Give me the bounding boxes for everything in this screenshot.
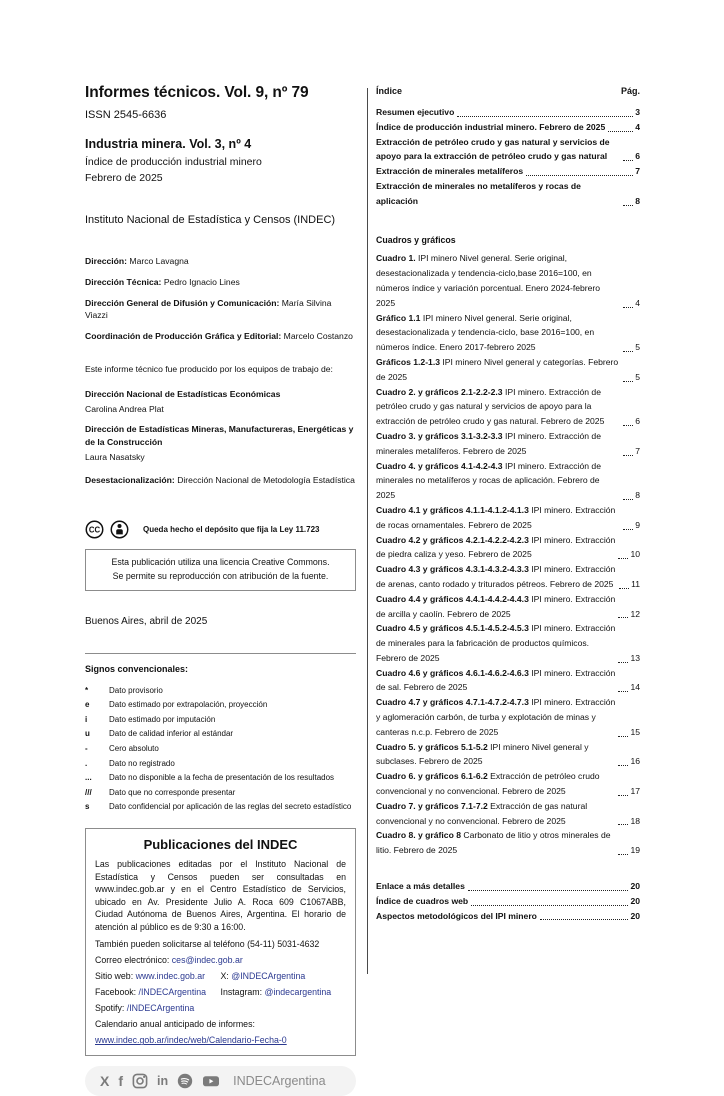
toc-dot-leader [471,905,628,906]
toc-entry-text: Extracción de minerales metalíferos [376,166,524,177]
toc-entry-text: IPI minero. Extracción de minerales para la fabricación de productos químicos. Febrero de 2025 [376,623,616,663]
spotify-label: Spotify: [95,1003,125,1014]
left-column [85,84,356,1096]
toc-entry-text-wrap [376,164,523,179]
sign-symbol: - [85,744,88,754]
toc-entry-text-wrap [376,355,620,385]
toc-entry-prefix: Cuadro 6. y gráficos 6.1-6.2 [376,771,488,782]
publications-title: Publicaciones del INDEC [143,837,298,853]
toc-dot-leader [623,205,633,206]
sign-meaning: Cero absoluto [109,744,159,754]
toc-entry[interactable] [376,879,640,894]
toc-entry-prefix: Cuadro 4.7 y gráficos 4.7.1-4.7.2-4.7.3 [376,697,529,708]
toc-entry[interactable] [376,135,640,165]
sign-symbol: i [85,714,88,724]
toc-entry[interactable] [376,828,640,858]
toc-entry-text: IPI minero Nivel general. Serie original, desestacionalizada y tendencia-ciclo,base 2016=100, en números índice y variación porcentual. Enero 2024-febrero 2025 [376,253,601,308]
toc-header [376,86,640,96]
toc-dot-leader [468,890,629,891]
youtube-icon[interactable] [202,1073,220,1089]
toc-page-number: 7 [635,166,640,177]
license-box [85,549,356,590]
team-block [85,423,356,462]
toc-title: Índice [376,86,403,96]
credit-line [85,277,356,288]
toc-entry-text-wrap [376,740,615,770]
toc-page-number: 18 [630,815,640,826]
toc-entry[interactable] [376,355,640,385]
toc-entry-text-wrap [376,562,616,592]
toc-charts-section-title: Cuadros y gráficos [376,234,456,245]
credits-list [85,256,356,342]
cc-icon [85,520,104,539]
credit-label: Dirección: [85,256,128,266]
email-line [95,955,346,965]
facebook-label: Facebook: [95,987,137,998]
toc-final-group [376,879,640,923]
publications-body: Las publicaciones editadas por el Instituto Nacional de Estadística y Censos pueden ser consultadas en www.indec.gob.ar y en el Centro Estadístico de Servicios, ubicado en Av. Presidente Julio A. Roca 609 C1067ABB, Ciudad Autónoma de Buenos Aires, Argentina. El horario de atención al público es de 9:30 a 16:00. [95,859,346,932]
toc-page-number: 14 [630,682,640,693]
publications-box [85,828,356,1056]
deseasonalization-line [85,475,356,486]
toc-entry[interactable] [376,799,640,829]
toc-entry-text-wrap [376,459,620,503]
toc-entry-text-wrap [376,592,615,622]
toc-entry-prefix: Cuadro 4.6 y gráficos 4.6.1-4.6.2-4.6.3 [376,667,529,678]
toc-dot-leader [618,795,628,796]
toc-entry-text-wrap [376,621,615,665]
toc-entry-text-wrap [376,135,620,165]
toc-entry[interactable] [376,179,640,209]
email-link[interactable]: ces@indec.gob.ar [171,955,243,966]
website-label: Sitio web: [95,971,134,982]
toc-entry-prefix: Cuadro 4.1 y gráficos 4.1.1-4.1.2-4.1.3 [376,504,529,515]
toc-entry-text-wrap [376,533,615,563]
instagram-link[interactable]: @indecargentina [264,987,332,998]
toc-entry-text: IPI minero. Extracción de arcilla y caolín. Febrero de 2025 [376,593,616,619]
spotify-link[interactable]: /INDECArgentina [126,1003,195,1014]
toc-entry-prefix: Cuadro 7. y gráficos 7.1-7.2 [376,800,488,811]
toc-page-number: 7 [635,445,640,456]
credit-label: Coordinación de Producción Gráfica y Editorial: [85,330,282,341]
credit-value: Pedro Ignacio Lines [163,277,240,288]
toc-entry-text: Aspectos metodológicos del IPI minero [376,910,537,921]
credit-value: Marcelo Costanzo [283,330,353,341]
issn: ISSN 2545-6636 [85,109,167,121]
toc-entry[interactable] [376,385,640,429]
toc-entry[interactable] [376,120,640,135]
credit-value: María Silvina Viazzi [85,298,332,320]
toc-entry-text-wrap [376,894,468,909]
toc-charts-group [376,251,640,858]
sign-row [85,686,356,696]
sign-row [85,715,356,725]
toc-page-number: 16 [630,756,640,767]
toc-entry[interactable] [376,429,640,459]
instagram-cell [221,987,347,997]
toc-page-number: 5 [635,371,640,382]
series-subtitle: Industria minera. Vol. 3, nº 4 [85,137,252,151]
sign-row [85,788,356,798]
credit-label: Dirección General de Difusión y Comunicación: [85,298,280,309]
team-person: Laura Nasatsky [85,452,145,463]
sign-symbol: s [85,802,90,812]
website-link[interactable]: www.indec.gob.ar [135,971,206,982]
sign-meaning: Dato no registrado [109,758,175,768]
toc-dot-leader [618,617,628,618]
toc-page-number: 20 [630,881,640,892]
place-date: Buenos Aires, abril de 2025 [85,615,208,627]
social-handle: INDECArgentina [233,1074,326,1089]
toc-entry-text: IPI minero. Extracción de arenas, canto rodado y triturados pétreos. Febrero de 2025 [376,564,616,589]
toc-dot-leader [540,919,629,920]
signs-title: Signos convencionales: [85,663,189,674]
toc-dot-leader [457,116,633,117]
calendar-label: Calendario anual anticipado de informes: [95,1019,255,1030]
toc-entry[interactable] [376,740,640,770]
sign-meaning: Dato confidencial por aplicación de las reglas del secreto estadístico [109,802,352,812]
toc-page-number: 9 [635,519,640,530]
instagram-icon[interactable] [132,1073,148,1089]
x-label: X: [220,971,229,982]
toc-entry-text-wrap [376,429,620,459]
calendar-url-link[interactable]: www.indec.gob.ar/indec/web/Calendario-Fecha-0 [95,1035,287,1046]
report-period: Febrero de 2025 [85,172,163,184]
toc-page-number: 4 [635,297,640,308]
sign-row [85,729,356,739]
toc-entry-text: Índice de cuadros web [376,895,469,906]
toc-entry[interactable] [376,533,640,563]
toc-dot-leader [623,307,633,308]
toc-dot-leader [618,824,628,825]
toc-entry-text-wrap [376,385,620,429]
toc-page-number: 8 [635,195,640,206]
x-cell [221,971,347,981]
toc-entry[interactable] [376,105,640,120]
social-bar [85,1066,356,1096]
toc-dot-leader [623,529,633,530]
svg-text:CC: CC [88,525,101,535]
toc-page-number: 8 [635,490,640,501]
column-divider-line [367,88,368,974]
sign-symbol: u [85,729,90,739]
toc-dot-leader [618,691,628,692]
toc-dot-leader [618,736,628,737]
toc-page-number: 4 [635,121,640,132]
toc-entry-text-wrap [376,879,465,894]
toc-entry[interactable] [376,562,640,592]
toc-entry[interactable] [376,621,640,665]
report-name: Índice de producción industrial minero [85,156,262,168]
phone-line: También pueden solicitarse al teléfono (54-11) 5031-4632 [95,939,320,950]
toc-entry-text: IPI minero. Extracción de petróleo crudo y gas natural y servicios de apoyo para la extracción de petróleo crudo y gas natural. Febrero de 2025 [376,386,605,427]
toc-dot-leader [526,175,633,176]
toc-entry-text: IPI minero. Extracción de rocas ornamentales. Febrero de 2025 [376,504,616,530]
license-line-1: Esta publicación utiliza una licencia Creative Commons. [111,557,330,568]
toc-entry-text: Carbonato de litio y otros minerales de litio. Febrero de 2025 [376,830,611,856]
toc-entry-prefix: Cuadro 4.5 y gráficos 4.5.1-4.5.2-4.5.3 [376,623,529,634]
sign-meaning: Dato no disponible a la fecha de presentación de los resultados [109,773,335,783]
sign-symbol: * [85,685,89,695]
toc-entry-text: IPI minero. Extracción de minerales no metalíferos y rocas de aplicación. Febrero de 2025 [376,460,601,501]
sign-symbol: e [85,700,90,710]
toc-entry-text: Extracción de minerales no metalíferos y rocas de aplicación [376,180,581,206]
facebook-cell [95,987,221,997]
toc-entry[interactable] [376,666,640,696]
credit-line [85,331,356,342]
sign-symbol: /// [85,787,92,797]
toc-dot-leader [618,854,628,855]
toc-entry-prefix: Cuadro 4.2 y gráficos 4.2.1-4.2.2-4.2.3 [376,534,529,545]
toc-entry[interactable] [376,459,640,503]
toc-entry-text-wrap [376,105,454,120]
toc-dot-leader [608,131,633,132]
toc-page-label: Pág. [620,86,640,96]
toc-entry-prefix: Cuadro 2. y gráficos 2.1-2.2-2.3 [376,386,503,397]
toc-page-number: 6 [635,151,640,162]
toc-entry-prefix: Gráfico 1.1 [376,312,421,323]
toc-entry-text: IPI minero Nivel general. Serie original, desestacionalizada y tendencia-ciclo, base 2016=100, en números índice. Enero 2017-febrero 2025 [376,312,595,353]
toc-page-number: 12 [630,608,640,619]
sign-symbol: ... [85,773,92,783]
teams-list [85,388,356,462]
toc-entry[interactable] [376,894,640,909]
license-line-2: Se permite su reproducción con atribución de la fuente. [112,571,329,582]
sign-row [85,802,356,812]
facebook-instagram-row [95,987,346,997]
team-person: Carolina Andrea Plat [85,404,164,415]
sign-meaning: Dato de calidad inferior al estándar [109,729,234,739]
deseasonalization-label: Desestacionalización: [85,475,175,486]
divider-rule [85,653,356,654]
toc-page-number: 5 [635,342,640,353]
toc-dot-leader [618,558,628,559]
toc-page-number: 6 [635,416,640,427]
toc-page-number: 20 [630,910,640,921]
cc-by-person-icon [110,520,129,539]
toc-dot-leader [623,425,633,426]
facebook-link[interactable]: /INDECArgentina [138,987,207,998]
web-social-row [95,971,346,981]
deseasonalization-value: Dirección Nacional de Metodología Estadística [177,475,355,486]
toc-entry-text-wrap [376,695,615,739]
toc-entry-prefix: Cuadro 4.4 y gráficos 4.4.1-4.4.2-4.4.3 [376,593,529,604]
toc-entry-text: IPI minero. Extracción de piedra caliza y yeso. Febrero de 2025 [376,534,616,560]
toc-entry[interactable] [376,592,640,622]
sign-row [85,773,356,783]
toc-entry-text-wrap [376,120,605,135]
toc-entry-prefix: Cuadro 1. [376,253,416,264]
index-column [376,86,640,923]
toc-entry-prefix: Gráficos 1.2-1.3 [376,356,441,367]
website-cell [95,971,221,981]
toc-entry-text: IPI minero. Extracción de sal. Febrero de 2025 [376,667,616,693]
toc-entry-text-wrap [376,666,615,696]
toc-dot-leader [623,499,633,500]
signs-list [85,686,356,813]
toc-dot-leader [618,765,628,766]
sign-meaning: Dato estimado por imputación [109,714,216,724]
toc-entry-prefix: Cuadro 3. y gráficos 3.1-3.2-3.3 [376,430,503,441]
team-name: Dirección de Estadísticas Mineras, Manufactureras, Energéticas y de la Construcción [85,424,354,447]
toc-page-number: 10 [630,549,640,560]
deposit-note: Queda hecho el depósito que fija la Ley 11.723 [143,525,320,535]
x-icon[interactable]: X [100,1073,110,1090]
instagram-label: Instagram: [220,987,263,998]
toc-main-group [376,105,640,209]
credit-line [85,298,356,320]
spotify-icon[interactable] [177,1073,193,1089]
toc-page-number: 15 [630,726,640,737]
toc-page-number: 17 [630,786,640,797]
email-label: Correo electrónico: [95,955,170,966]
toc-dot-leader [618,662,628,663]
spotify-line [95,1003,346,1013]
toc-entry-text: IPI minero. Extracción de minerales metalíferos. Febrero de 2025 [376,430,601,456]
sign-row [85,744,356,754]
toc-entry-text: Enlace a más detalles [376,881,465,892]
toc-entry[interactable] [376,769,640,799]
toc-page-number: 13 [630,652,640,663]
toc-entry[interactable] [376,695,640,739]
toc-page-number: 3 [635,107,640,117]
toc-entry[interactable] [376,909,640,924]
team-block [85,388,356,414]
toc-entry-text-wrap [376,503,620,533]
toc-entry-text-wrap [376,179,620,209]
sign-meaning: Dato provisorio [109,685,163,695]
toc-entry-prefix: Cuadro 4.3 y gráficos 4.3.1-4.3.2-4.3.3 [376,564,529,575]
toc-dot-leader [619,588,629,589]
toc-entry[interactable] [376,251,640,310]
toc-entry-text-wrap [376,251,620,310]
sign-row [85,700,356,710]
toc-dot-leader [623,160,633,161]
page-title: Informes técnicos. Vol. 9, nº 79 [85,84,309,101]
sign-meaning: Dato que no corresponde presentar [109,787,236,797]
toc-dot-leader [623,455,633,456]
toc-dot-leader [623,351,633,352]
produced-by-intro: Este informe técnico fue producido por los equipos de trabajo de: [85,363,333,374]
toc-entry-text: Extracción de petróleo crudo convencional y no convencional. Febrero de 2025 [376,771,600,797]
toc-entry[interactable] [376,311,640,355]
toc-entry-text-wrap [376,769,615,799]
toc-entry-text: Índice de producción industrial minero. Febrero de 2025 [376,121,606,132]
sign-meaning: Dato estimado por extrapolación, proyección [109,700,268,710]
sign-symbol: . [85,758,88,768]
toc-entry-text-wrap [376,799,615,829]
toc-entry-prefix: Cuadro 4. y gráficos 4.1-4.2-4.3 [376,460,503,471]
facebook-icon[interactable]: f [118,1073,124,1090]
toc-entry-prefix: Cuadro 5. y gráficos 5.1-5.2 [376,741,488,752]
toc-entry-text: IPI minero. Extracción y aglomeración carbón, de turba y explotación de minas y canteras n.c.p. Febrero de 2025 [376,697,616,737]
institution-name: Instituto Nacional de Estadística y Censos (INDEC) [85,214,336,226]
toc-entry-prefix: Cuadro 8. y gráfico 8 [376,830,462,841]
linkedin-icon[interactable]: in [157,1074,169,1089]
toc-entry-text: Resumen ejecutivo [376,107,455,117]
toc-page-number: 11 [631,578,640,589]
credit-value: Marco Lavagna [129,256,189,266]
sign-row [85,759,356,769]
toc-entry-text: Extracción de gas natural convencional y no convencional. Febrero de 2025 [376,800,588,826]
toc-entry-text: IPI minero Nivel general y categorías. Febrero de 2025 [376,356,619,382]
toc-entry-text-wrap [376,311,620,355]
toc-dot-leader [623,381,633,382]
x-handle-link[interactable]: @INDECArgentina [231,971,306,982]
team-name: Dirección Nacional de Estadísticas Económicas [85,388,281,399]
toc-page-number: 20 [630,895,640,906]
toc-entry-text: Extracción de petróleo crudo y gas natural y servicios de apoyo para la extracción de petróleo crudo y gas natural [376,136,610,162]
toc-entry-text-wrap [376,828,615,858]
credit-line [85,256,356,267]
toc-entry[interactable] [376,503,640,533]
credit-label: Dirección Técnica: [85,277,162,288]
license-row [85,520,356,539]
toc-page-number: 19 [630,845,640,856]
toc-entry-text-wrap [376,909,537,924]
toc-entry[interactable] [376,164,640,179]
toc-entry-text: IPI minero Nivel general y subclases. Febrero de 2025 [376,741,589,767]
